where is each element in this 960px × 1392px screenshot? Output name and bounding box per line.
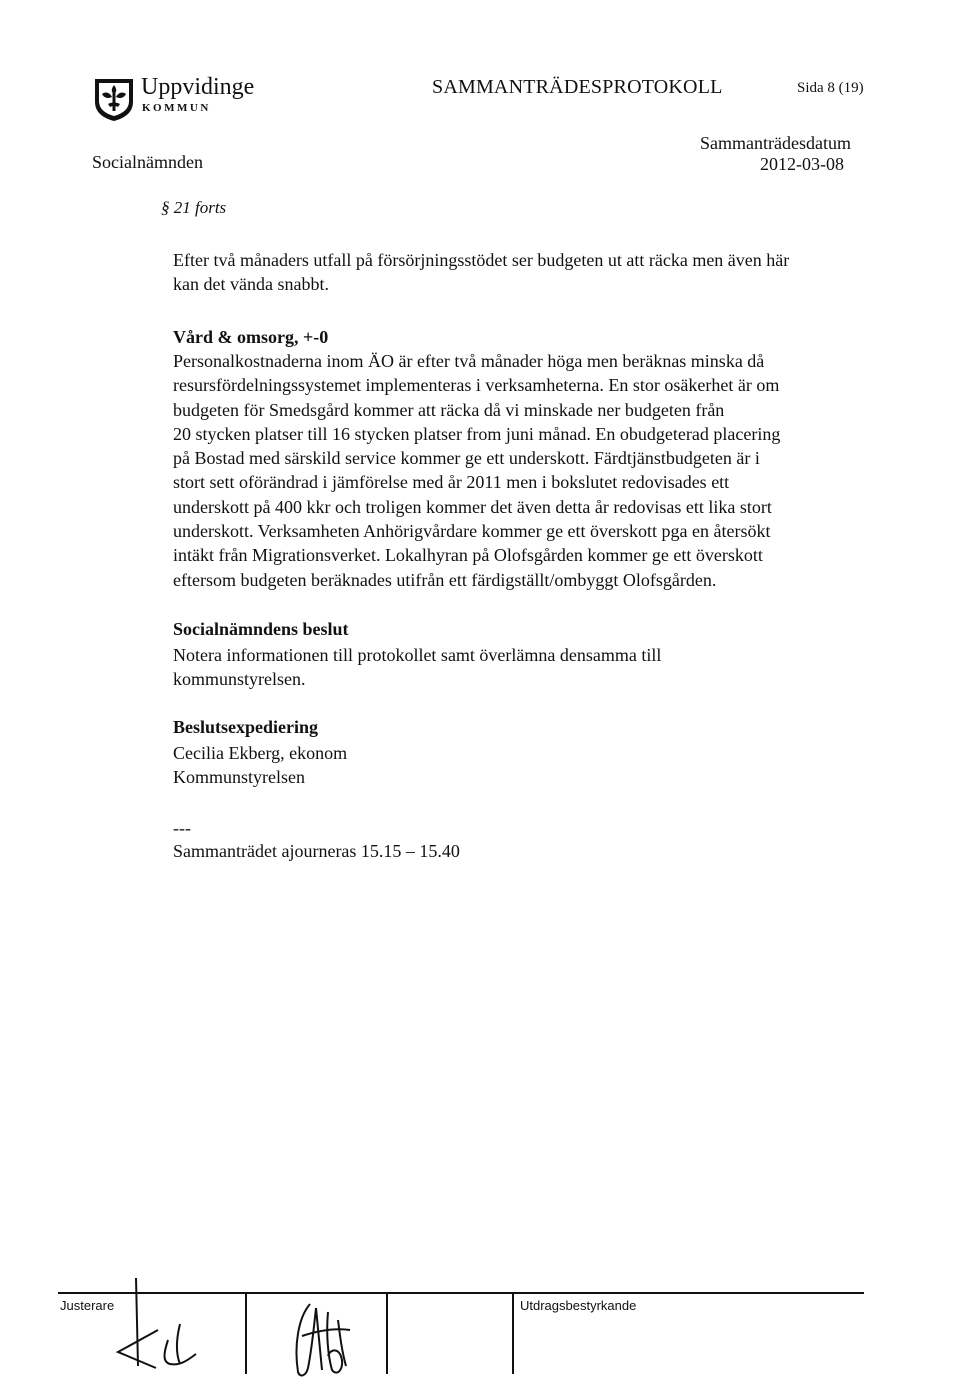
- document-title: SAMMANTRÄDESPROTOKOLL: [432, 76, 723, 98]
- meeting-date-label: Sammanträdesdatum: [700, 133, 851, 153]
- text-line: Efter två månaders utfall på försörjningsstödet ser budgeten ut att räcka men även här: [173, 250, 790, 270]
- text-line: kan det vända snabbt.: [173, 274, 329, 295]
- text-line: Personalkostnaderna inom ÄO är efter två månader höga men beräknas minska då: [173, 351, 765, 371]
- municipality-crest-icon: [92, 76, 136, 122]
- footer-divider: [245, 1292, 247, 1374]
- separator: ---: [173, 818, 191, 838]
- text-line: 20 stycken platser till 16 stycken platser from juni månad. En obudgeterad placering: [173, 423, 781, 444]
- meeting-date: 2012-03-08: [760, 154, 844, 174]
- intro-paragraph: [173, 248, 873, 297]
- text-line: eftersom budgeten beräknades utifrån ett färdigställt/ombyggt Olofsgården.: [173, 569, 717, 590]
- dispatch-heading: Beslutsexpediering: [173, 717, 319, 737]
- text-line: underskott. Verksamheten Anhörigvårdare kommer ge ett överskott pga en återsökt: [173, 521, 771, 542]
- footer-divider: [386, 1292, 388, 1374]
- text-line: underskott på 400 kkr och troligen kommer det även detta år redovisas ett lika stort: [173, 496, 772, 517]
- footer-divider: [512, 1292, 514, 1374]
- dispatch-recipient: Kommunstyrelsen: [173, 767, 305, 788]
- dispatch-list: [173, 741, 873, 790]
- signature-footer: [58, 1292, 864, 1382]
- extract-certification-label: Utdragsbestyrkande: [520, 1298, 637, 1313]
- adjuster-signature-1: [96, 1270, 206, 1380]
- page-number: Sida 8 (19): [797, 80, 864, 96]
- text-line: intäkt från Migrationsverket. Lokalhyran på Olofsgården kommer ge ett överskott: [173, 545, 763, 566]
- decision-heading: Socialnämndens beslut: [173, 619, 349, 639]
- municipality-subtitle: KOMMUN: [142, 102, 211, 114]
- committee-name: Socialnämnden: [92, 152, 203, 172]
- text-line: på Bostad med särskild service kommer ge ett underskott. Färdtjänstbudgeten är i: [173, 448, 760, 469]
- municipality-name: Uppvidinge: [141, 74, 255, 100]
- adjournment-note: Sammanträdet ajourneras 15.15 – 15.40: [173, 841, 460, 861]
- dispatch-recipient: Cecilia Ekberg, ekonom: [173, 743, 348, 763]
- text-line: stort sett oförändrad i jämförelse med år 2011 men i bokslutet redovisades ett: [173, 472, 730, 493]
- text-line: resursfördelningssystemet implementeras i verksamheterna. En stor osäkerhet är om: [173, 375, 780, 396]
- text-line: kommunstyrelsen.: [173, 669, 306, 690]
- care-heading: Vård & omsorg, +-0: [173, 327, 329, 347]
- adjusters-label: Justerare: [60, 1298, 115, 1313]
- decision-paragraph: [173, 643, 873, 692]
- text-line: Notera informationen till protokollet samt överlämna densamma till: [173, 645, 662, 665]
- section-reference: § 21 forts: [161, 198, 227, 217]
- care-paragraph: [173, 349, 873, 592]
- text-line: budgeten för Smedsgård kommer att räcka då vi minskade ner budgeten från: [173, 399, 725, 420]
- adjuster-signature-2: [280, 1300, 370, 1380]
